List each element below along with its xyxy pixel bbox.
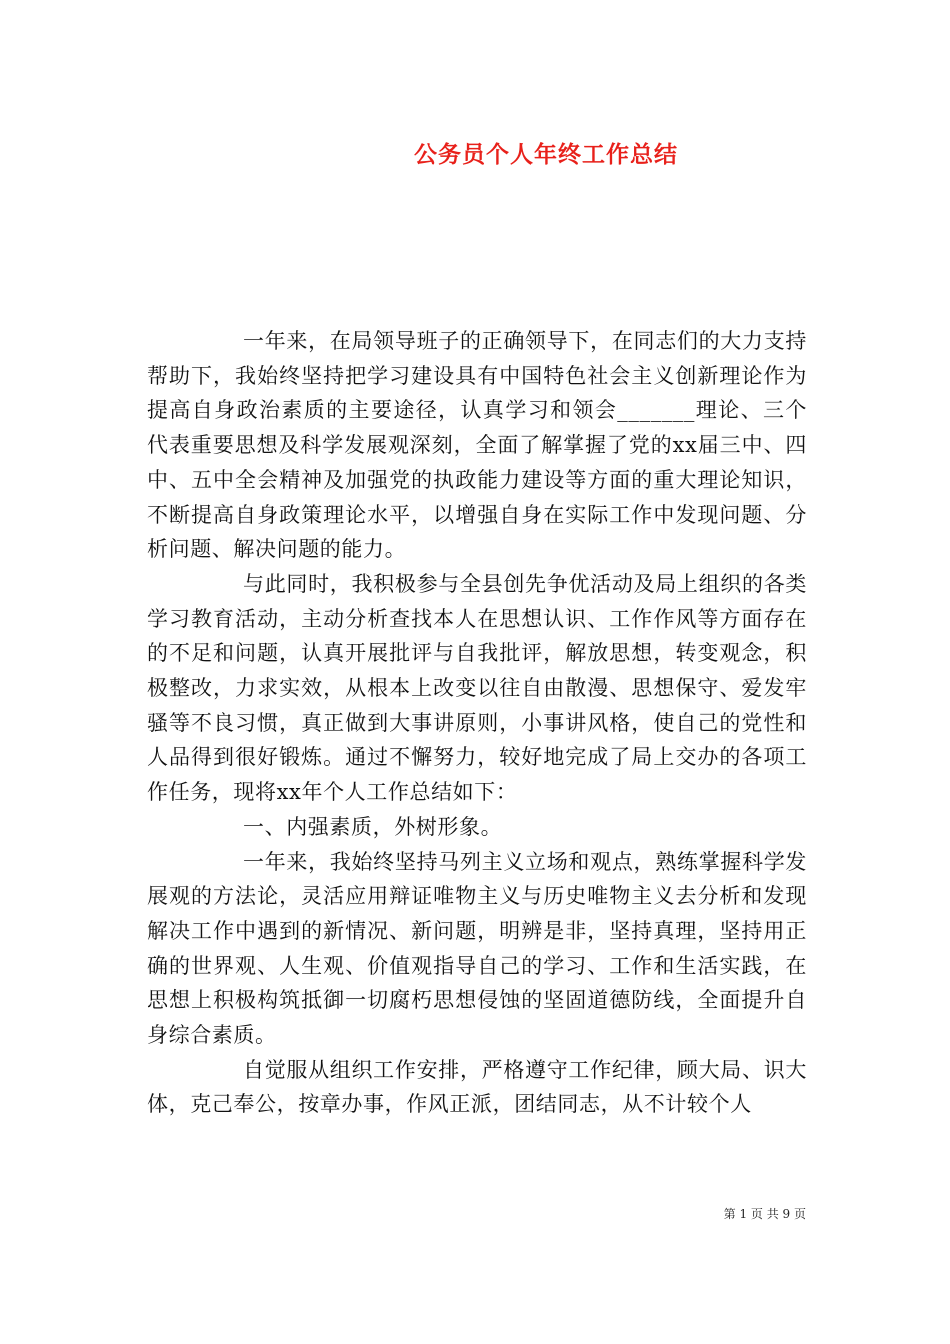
- section-heading-1: 一、内强素质，外树形象。: [243, 814, 503, 839]
- paragraph-3: 一年来，我始终坚持马列主义立场和观点，熟练掌握科学发展观的方法论，灵活应用辩证唯物主义与历史唯物主义去分析和发现解决工作中遇到的新情况、新问题，明辨是非，坚持真理，坚持用正确的世界观、人生观、价值观指导自己的学习、工作和生活实践，在思想上积极构筑抵御一切腐朽思想侵蚀的坚固道德防线，全面提升自身综合素质。: [147, 849, 807, 1048]
- paragraph-1: 一年来，在局领导班子的正确领导下，在同志们的大力支持帮助下，我始终坚持把学习建设具有中国特色社会主义创新理论作为提高自身政治素质的主要途径，认真学习和领会_______理论、三个代表重要思想及科学发展观深刻，全面了解掌握了党的xx届三中、四中、五中全会精神及加强党的执政能力建设等方面的重大理论知识，不断提高自身政策理论水平，以增强自身在实际工作中发现问题、分析问题、解决问题的能力。: [147, 329, 807, 562]
- paragraph-4: 自觉服从组织工作安排，严格遵守工作纪律，顾大局、识大体，克己奉公，按章办事，作风正派，团结同志，从不计较个人: [147, 1057, 807, 1117]
- paragraph-2: 与此同时，我积极参与全县创先争优活动及局上组织的各类学习教育活动，主动分析查找本人在思想认识、工作作风等方面存在的不足和问题，认真开展批评与自我批评，解放思想，转变观念，积极整改，力求实效，从根本上改变以往自由散漫、思想保守、爱发牢骚等不良习惯，真正做到大事讲原则，小事讲风格，使自己的党性和人品得到很好锻炼。通过不懈努力，较好地完成了局上交办的各项工作任务，现将xx年个人工作总结如下：: [147, 571, 807, 805]
- document-title: 公务员个人年终工作总结: [414, 142, 678, 168]
- document-body: [147, 324, 807, 1122]
- page-number: 第 1 页 共 9 页: [723, 1207, 806, 1221]
